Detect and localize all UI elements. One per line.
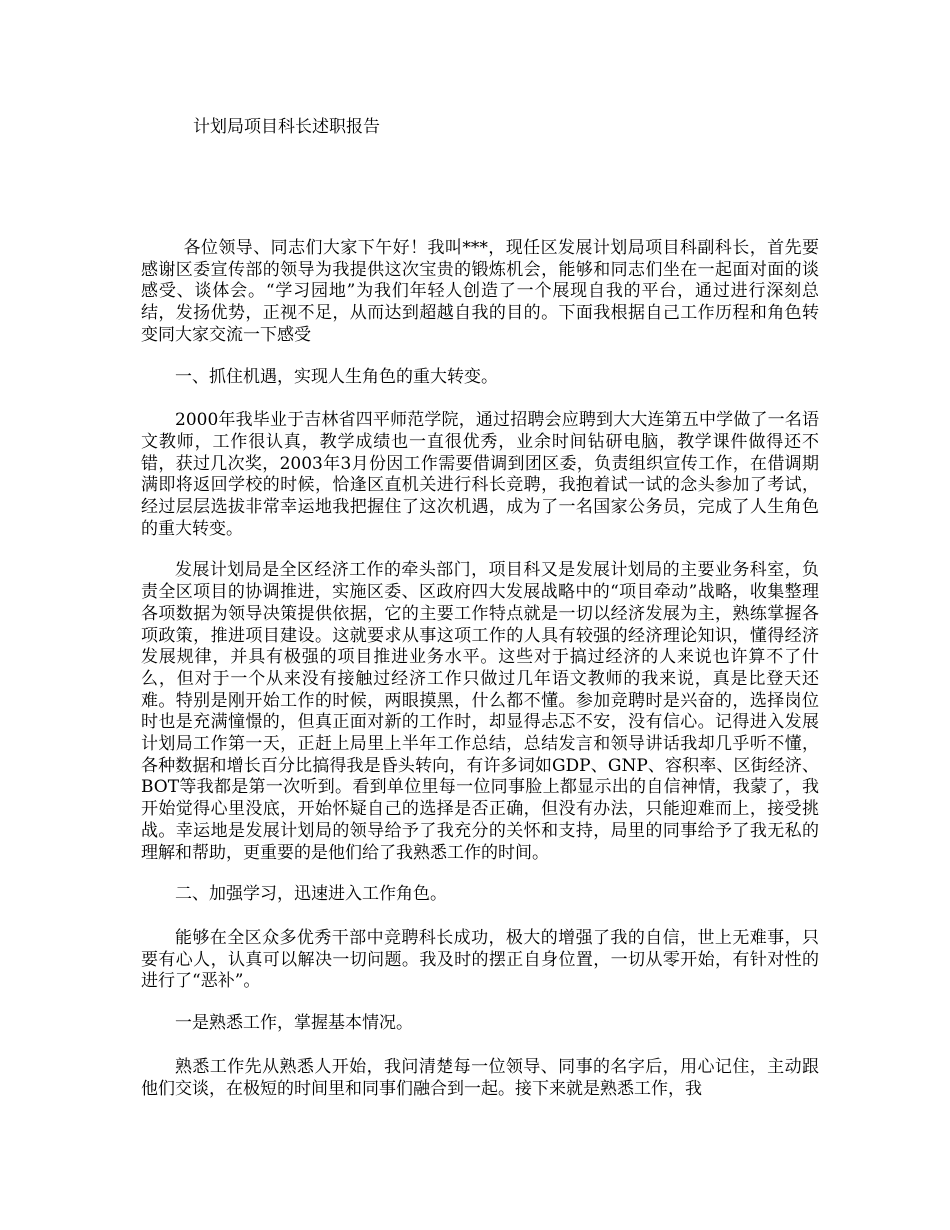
document-title: 计划局项目科长述职报告 — [193, 117, 380, 137]
section-heading-seize-opportunity: 一、抓住机遇，实现人生角色的重大转变。 — [175, 366, 498, 387]
paragraph-opening: 各位领导、同志们大家下午好！我叫***，现任区发展计划局项目科副科长，首先要感谢区委宣传部的领导为我提供这次宝贵的锻炼机会，能够和同志们坐在一起面对面的谈感受、谈体会。“学习园地”为我们年轻人创造了一个展现自我的平台，通过进行深刻总结，发扬优势，正视不足，从而达到超越自我的目的。下面我根据自己工作历程和角色转变同大家交流一下感受 — [141, 238, 819, 345]
document-body — [141, 238, 819, 1120]
section-heading-strengthen-learning: 二、加强学习，迅速进入工作角色。 — [175, 884, 447, 905]
paragraph-department-role: 发展计划局是全区经济工作的牵头部门，项目科又是发展计划局的主要业务科室，负责全区项目的协调推进，实施区委、区政府四大发展战略中的“项目牵动”战略，收集整理各项数据为领导决策提供依据，它的主要工作特点就是一切以经济发展为主，熟练掌握各项政策，推进项目建设。这就要求从事这项工作的人具有较强的经济理论知识，懂得经济发展规律，并具有极强的项目推进业务水平。这些对于搞过经济的人来说也许算不了什么，但对于一个从来没有接触过经济工作只做过几年语文教师的我来说，真是比登天还难。特别是刚开始工作的时候，两眼摸黑，什么都不懂。参加竞聘时是兴奋的，选择岗位时也是充满憧憬的，但真正面对新的工作时，却显得忐忑不安，没有信心。记得进入发展计划局工作第一天，正赶上局里上半年工作总结，总结发言和领导讲话我却几乎听不懂，各种数据和增长百分比搞得我是昏头转向，有许多词如GDP、GNP、容积率、区街经济、BOT等我都是第一次听到。看到单位里每一位同事脸上都显示出的自信神情，我蒙了，我开始觉得心里没底，开始怀疑自己的选择是否正确，但没有办法，只能迎难而上，接受挑战。幸运地是发展计划局的领导给予了我充分的关怀和支持，局里的同事给予了我无私的理解和帮助，更重要的是他们给了我熟悉工作的时间。 — [141, 560, 819, 863]
paragraph-background: 2000年我毕业于吉林省四平师范学院，通过招聘会应聘到大大连第五中学做了一名语文教师，工作很认真，教学成绩也一直很优秀，业余时间钻研电脑，教学课件做得还不错，获过几次奖，2003年3月份因工作需要借调到团区委，负责组织宣传工作，在借调期满即将返回学校的时候，恰逢区直机关进行科长竞聘，我抱着试一试的念头参加了考试，经过层层选拔非常幸运地我把握住了这次机遇，成为了一名国家公务员，完成了人生角色的重大转变。 — [141, 410, 819, 539]
paragraph-confidence: 能够在全区众多优秀干部中竞聘科长成功，极大的增强了我的自信，世上无难事，只要有心人，认真可以解决一切问题。我及时的摆正自身位置，一切从零开始，有针对性的进行了“恶补”。 — [141, 927, 819, 992]
subsection-heading-familiarize: 一是熟悉工作，掌握基本情况。 — [175, 1013, 413, 1034]
paragraph-familiarize-people: 熟悉工作先从熟悉人开始，我问清楚每一位领导、同事的名字后，用心记住，主动跟他们交谈，在极短的时间里和同事们融合到一起。接下来就是熟悉工作，我 — [141, 1056, 819, 1099]
